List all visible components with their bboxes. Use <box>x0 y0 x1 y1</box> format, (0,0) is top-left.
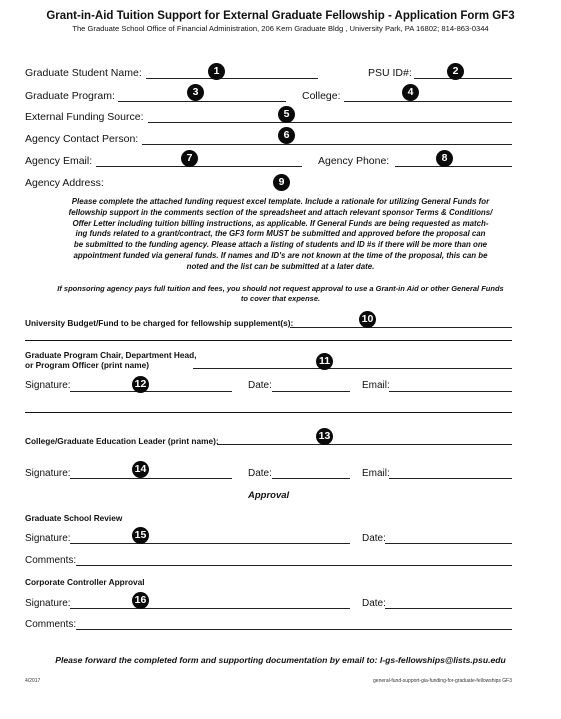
form-title: Grant-in-Aid Tuition Support for External Graduate Fellowship - Application Form GF3 <box>46 10 515 22</box>
grad-date-field[interactable] <box>385 543 512 544</box>
leader-name-field[interactable] <box>217 444 512 445</box>
chair-name-field[interactable] <box>193 368 512 369</box>
agency-email-field[interactable] <box>96 166 302 167</box>
chair-email-label: Email: <box>362 380 390 391</box>
chair-date-field[interactable] <box>272 391 350 392</box>
chair-label-line2: or Program Officer (print name) <box>25 360 150 370</box>
controller-comments-label: Comments: <box>25 619 77 630</box>
controller-signature-label: Signature: <box>25 598 71 609</box>
agency-email-label: Agency Email: <box>25 155 93 167</box>
instructions-line: appointment funded via general funds. If names and ID's are not known at the time of the proposal, this can be <box>73 250 488 260</box>
marker-13: 13 <box>316 428 333 445</box>
marker-11: 11 <box>316 353 333 370</box>
leader-label: College/Graduate Education Leader (print name): <box>25 436 219 446</box>
psu-id-field[interactable] <box>414 78 512 79</box>
marker-14: 14 <box>132 461 149 478</box>
instructions-line: Please complete the attached funding request excel template. Include a rationale for utilizing General Funds for <box>71 197 490 206</box>
marker-1: 1 <box>208 63 225 80</box>
controller-comments-field[interactable] <box>76 629 512 630</box>
marker-3: 3 <box>187 84 204 101</box>
college-label: College: <box>302 90 341 102</box>
student-name-label: Graduate Student Name: <box>25 67 142 79</box>
marker-15: 15 <box>132 527 149 544</box>
leader-email-label: Email: <box>362 468 390 479</box>
grad-date-label: Date: <box>362 533 386 544</box>
leader-date-label: Date: <box>248 468 272 479</box>
marker-4: 4 <box>402 84 419 101</box>
instructions-line: fellowship support in the comments section of the spreadsheet and attach relevant sponsor Terms & Conditions/ <box>68 207 493 217</box>
note-line: to cover that expense. <box>240 294 321 303</box>
marker-2: 2 <box>447 63 464 80</box>
instructions-line: noted and the list can be submitted at a later date. <box>186 261 375 271</box>
agency-phone-field[interactable] <box>395 166 512 167</box>
funding-source-label: External Funding Source: <box>25 111 144 123</box>
instructions-paragraph <box>14 197 547 273</box>
chair-signature-field[interactable] <box>70 391 232 392</box>
marker-6: 6 <box>278 127 295 144</box>
psu-id-label: PSU ID#: <box>368 67 412 79</box>
student-name-field[interactable] <box>146 78 318 79</box>
controller-date-label: Date: <box>362 598 386 609</box>
program-field[interactable] <box>118 101 286 102</box>
submission-instruction: Please forward the completed form and supporting documentation by email to: l-gs-fellowships@lists.psu.edu <box>55 655 506 665</box>
agency-address-label: Agency Address: <box>25 177 104 189</box>
leader-date-field[interactable] <box>272 478 350 479</box>
section-divider <box>25 340 512 341</box>
form-date-code: 4/2017 <box>25 678 41 684</box>
budget-field[interactable] <box>290 327 512 328</box>
college-field[interactable] <box>344 101 512 102</box>
leader-signature-field[interactable] <box>70 478 232 479</box>
chair-email-field[interactable] <box>389 391 512 392</box>
marker-5: 5 <box>278 106 295 123</box>
grad-school-heading: Graduate School Review <box>25 513 123 523</box>
chair-signature-label: Signature: <box>25 380 71 391</box>
marker-10: 10 <box>359 311 376 328</box>
marker-9: 9 <box>273 174 290 191</box>
grad-signature-field[interactable] <box>70 543 350 544</box>
controller-date-field[interactable] <box>385 608 512 609</box>
leader-signature-label: Signature: <box>25 468 71 479</box>
chair-label-line1: Graduate Program Chair, Department Head, <box>25 350 197 360</box>
leader-email-field[interactable] <box>389 478 512 479</box>
marker-7: 7 <box>181 150 198 167</box>
grad-comments-field[interactable] <box>76 565 512 566</box>
instructions-line: be submitted to the funding agency. Please attach a listing of students and ID #s if there will be more than one <box>73 240 488 250</box>
controller-signature-field[interactable] <box>70 608 350 609</box>
marker-12: 12 <box>132 376 149 393</box>
instructions-line: Offer Letter including tuition billing instructions, as applicable. If General Funds are being requested as match- <box>72 218 489 228</box>
program-label: Graduate Program: <box>25 90 115 102</box>
approval-heading: Approval <box>248 490 290 501</box>
form-subtitle: The Graduate School Office of Financial Administration, 206 Kern Graduate Bldg , University Park, PA 16802; 814-863-0344 <box>72 24 489 33</box>
instructions-line: ing funds related to a grant/contract, the GF3 form MUST be submitted and approved before the proposal can <box>75 229 486 239</box>
note-line: If sponsoring agency pays full tuition and fees, you should not request approval to use a Grant-in Aid or other General Funds <box>57 284 504 293</box>
controller-heading: Corporate Controller Approval <box>25 577 145 587</box>
marker-8: 8 <box>436 150 453 167</box>
grad-comments-label: Comments: <box>25 555 77 566</box>
section-divider <box>25 412 512 413</box>
contact-person-field[interactable] <box>142 144 512 145</box>
tuition-note <box>8 284 553 304</box>
contact-person-label: Agency Contact Person: <box>25 133 139 145</box>
marker-16: 16 <box>132 592 149 609</box>
funding-source-field[interactable] <box>148 122 512 123</box>
form-filename: general-fund-support-gia-funding-for-graduate-fellowships GF3 <box>373 678 512 684</box>
budget-label: University Budget/Fund to be charged for fellowship supplement(s): <box>25 318 294 328</box>
chair-date-label: Date: <box>248 380 272 391</box>
agency-phone-label: Agency Phone: <box>318 155 390 167</box>
grad-signature-label: Signature: <box>25 533 71 544</box>
